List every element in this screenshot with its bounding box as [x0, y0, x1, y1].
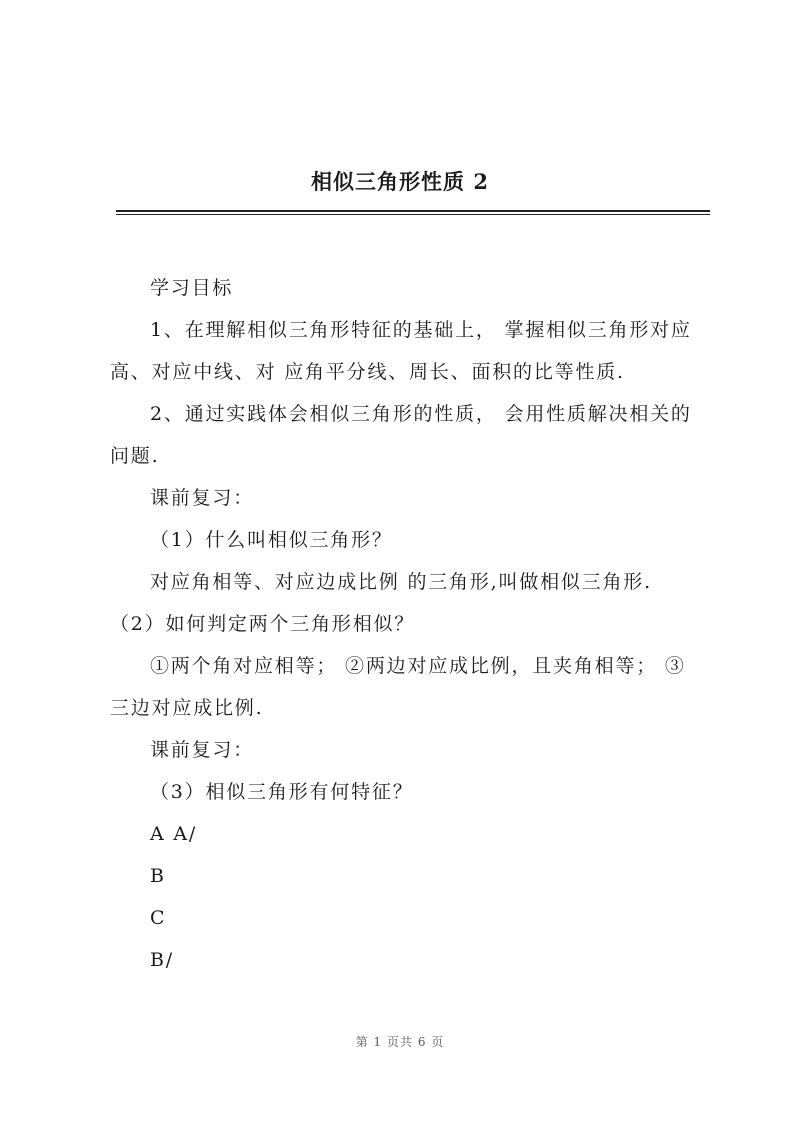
text-line: 对应角相等、对应边成比例 的三角形,叫做相似三角形.: [150, 571, 652, 593]
text-line: 学习目标: [150, 277, 234, 299]
text-line: B/: [150, 949, 174, 971]
text-line: ①两个角对应相等； ②两边对应成比例，且夹角相等； ③: [150, 655, 686, 677]
text-line: （1）什么叫相似三角形？: [150, 529, 393, 551]
text-line: （3）相似三角形有何特征？: [150, 781, 414, 803]
text-line: 高、对应中线、对 应角平分线、周长、面积的比等性质.: [110, 361, 625, 383]
page-title: 相似三角形性质 2: [311, 169, 489, 194]
page-footer: 第 1 页共 6 页: [355, 1035, 445, 1049]
text-line: 三边对应成比例.: [110, 697, 264, 719]
text-line: 问题.: [110, 445, 160, 467]
text-line: A A/: [150, 823, 198, 845]
text-line: 1、在理解相似三角形特征的基础上， 掌握相似三角形对应: [150, 319, 692, 341]
text-line: 课前复习：: [150, 487, 255, 509]
text-line: B: [150, 865, 166, 887]
text-line: （2）如何判定两个三角形相似？: [110, 613, 416, 635]
title-rule: [116, 210, 710, 215]
text-line: C: [150, 907, 167, 929]
text-line: 2、通过实践体会相似三角形的性质， 会用性质解决相关的: [150, 403, 692, 425]
text-line: 课前复习：: [150, 739, 255, 761]
